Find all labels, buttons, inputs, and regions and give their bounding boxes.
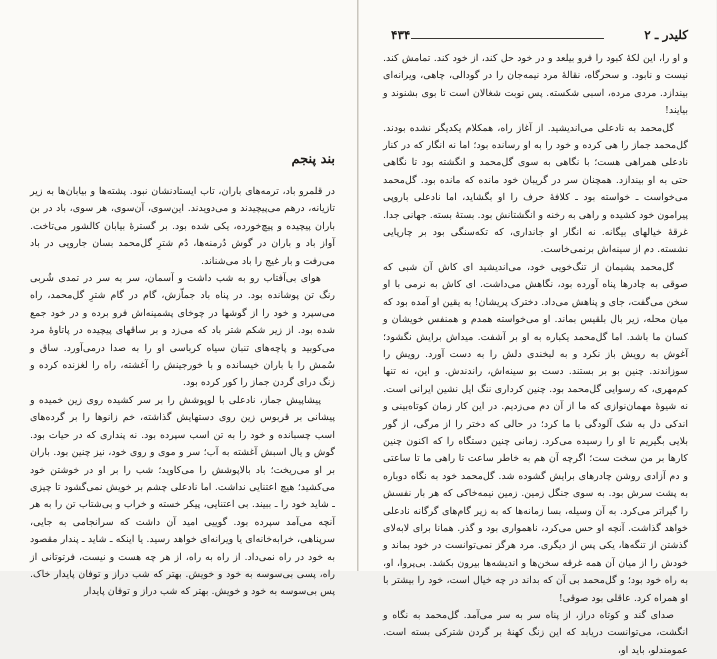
running-head: کلیدر ـ ۲ <box>644 28 688 42</box>
right-page-content <box>383 0 688 656</box>
paragraph: و او را، این لکهٔ کبود را فرو بیلعد و در خود حل کند، از خود کند. تمامش کند. نیست و نابود. و سحرگاه، نقالهٔ مرد نیمه‌جان را در گودالی، چاهی، ویرانه‌ای بیندازد. مردی مرده، اسبی شکسته. پس نوبت شغالان است تا بوی بشنوند و بیایند! <box>383 53 688 117</box>
right-page <box>358 0 716 656</box>
left-page-content <box>30 0 335 598</box>
paragraph: هوای بی‌آفتاب رو به شب داشت و آسمان، سر به سر در تمدی شُربی رنگ تن پوشانده بود. در پناه باد جماّزش، گام در گام شترِ گل‌محمد، راه می‌سپرد و خود را از گوشها در چوخای پشمینه‌اش فرو برده و در خود جمع شده بود. از زیر شکم شتر باد که می‌زد و بر ساقهای پیچیده در پاتاوهٔ مرد می‌کوبید و پاچه‌های تنبان سیاه کرباسی او را به صدا درمی‌آورد. ساق و سُمش را با باران خیسانده و با خورجینش را آغشته، راه را لغزنده کرده و زنگ درای گردن جماز را کور کرده بود. <box>30 273 335 389</box>
paragraph: گل‌محمد به نادعلی می‌اندیشید. از آغاز راه، همکلام یکدیگر نشده بودند. گل‌محمد جماز را هی کرده و خود را به او رسانده بود؛ اما نه انگار که در کنار نادعلی همراهی هست؛ با نگاهی به سوی گل‌محمد و انگشته بود تا نگاهی حتی به او بیندازد. همچنان سر در گریبان خود مانده که مانده بود. گل‌محمد می‌خواست ـ خواسته بود ـ کلافهٔ حرف را او بگشاید، اما نادعلی باروپی پیرامون خود کشیده و راهی به رخنه و انگشتانش بود. بستهٔ بسته. جهانی جدا. غرقهٔ خیالهای بیگانه. نه انگار او جانداری، که تکه‌سنگی بود بر چارپایی نشسته. دم از سینه‌اش برنمی‌خاست. <box>383 122 688 256</box>
header-rule <box>411 38 604 39</box>
paragraph: صدای گند و کوتاه دراز، از پناه سر به سر می‌آمد. گل‌محمد به نگاه و انگشت، می‌توانست دریابد که این زنگ کهنهٔ بر گردن شترکی بسته است. عمومندلو، باید او، <box>383 610 688 656</box>
left-page-body <box>30 183 335 601</box>
page-number: ۴۳۴ <box>391 28 411 42</box>
running-header <box>383 28 688 46</box>
paragraph: پیشاپیش جماز، نادعلی با لوپوشش را بر سر کشیده روی زین خمیده و پیشانی بر قربوس زین روی دستهایش گذاشته، خم زانوها را بر گرده‌های اسب چسبانده و خود را به تن اسب سپرده بود. نه پنداری که در حیات بود. گوش و یال اسبش آغشته به آب؛ سر و موی و روی خود، نیز چنین بود. باران بر او می‌ریخت؛ باد بالاپوشش را می‌کاوید؛ شب را بر او در خوشتن خود می‌کشید؛ هیچ اعتنایی نداشت. اما نادعلی چشم بر خویش نمی‌گشود تا چیزی ـ شاید خود را ـ ببیند. بی اعتنایی، پیکر خسته و خراب و بی‌شتاب تن را به هر آنچه می‌آمد سپرده بود. گوییی امید آن داشت که سرانجامی به جایی، سرپناهی، خرابه‌خانه‌ای یا ویرانه‌ای خواهد رسید. یا اینکه ـ شاید ـ پندار مقصود به خود در راه نمی‌داد. از راه به راه، از هر چه هست و نیست، فرتوتانی از راه، پسی ‌بی‌سوسه به خود و خویش. بهتر که شب دراز و توفان پایدار خاک. پس بی‌سوسه به خود و خویش. بهتر که شب دراز و توفان پایدار <box>30 394 335 598</box>
paragraph: گل‌محمد پشیمان از تنگ‌خویی خود، می‌اندیشید ای کاش آن شبی که صوقی به چادرها پناه آورده بود، نگاهش می‌داشت. ای کاش به نرمی با او سخن می‌گفت، جای و پناهش می‌داد. دخترک پریشان! به یقین او آمده بود که میان محله، زیر بال بلقیس بماند. او می‌خواسته همدم و همنفس خویشان و کسان ما باشد. اما گل‌محمد یکباره به او بر آشفت. میداش برایش نگشود؛ آغوش به رویش باز نکرد و به لبخندی دلش را به دست آورد. رویش را سوزاندند. چنین بو بر بستند. دست بو سینه‌اش، راندندش. و این، نه تنها کم‌مهری، که رسوایی گل‌محمد بود. چنین کرداری ننگ ایل نشین ایرانی است. نه شیوهٔ مهمان‌نوازی که ما از آن دم می‌زدیم. در این کار زمان کوتاه‌بینی و اندکی دل به شک آلودگی با ما کرد؛ در حالی که دختر را از مرگی، از گور بلایی بگیریم تا او را رسیده می‌کرد. زمانی چنین دستگاه را که اکنون چنین کارها بر من سخت ست؛ اگرچه آن هم به خاطر ساعت تا راهی ما تا ساعتی و دم آزادی روشن چادرهای برایش گشوده شد. گل‌محمد خود به نگاه دوباره به پشت سرش بود. به سوی جنگل زمین. زمین نیمه‌خاکی که هر بار نفسش را گیراتر می‌کرد. به آن وسیله، بسا زمانه‌ها که به زیر گام‌های گرگانه نادعلی خواهد گذاشت. آنچه او حس می‌کرد، ناهمواری بود و گذر. همانا برای لابه‌لای گذشتن از تنگه‌ها، یکی پس از دیگری. مرد هرگز نمی‌توانست در خود بماند و خودش را از میان آن همه غرقه سخن‌ها و اندیشه‌ها بیرون بکشد. بی‌پروا، او، به راه خود بود؛ و گل‌محمد بی آن که بداند در چه خیال است، خود را بیشتر با او همراه کرد. عاقلی بود صوقی! <box>383 261 688 604</box>
right-page-body <box>383 50 688 659</box>
left-page <box>0 0 358 598</box>
section-title: بند پنجم <box>291 152 335 167</box>
paragraph: در قلمرو باد، ترمه‌های باران، تاب ایستادنشان نبود. پشته‌ها و بیابان‌ها به زیر تازیانه، درهم می‌پیچیدند و می‌دویدند. این‌سوی، آن‌سوی، هر سوی، باد در بن باران پیچیده و پیچ‌خورده، یکی شده بود. بر گسترهٔ بیابان کالشور می‌تاخت. آواز باد و باران در گوش دُرمنه‌ها، دُم شترِ گل‌محمد بسان جارویی در باد می‌رفت و بار غیج را باد می‌شناند. <box>30 186 335 267</box>
